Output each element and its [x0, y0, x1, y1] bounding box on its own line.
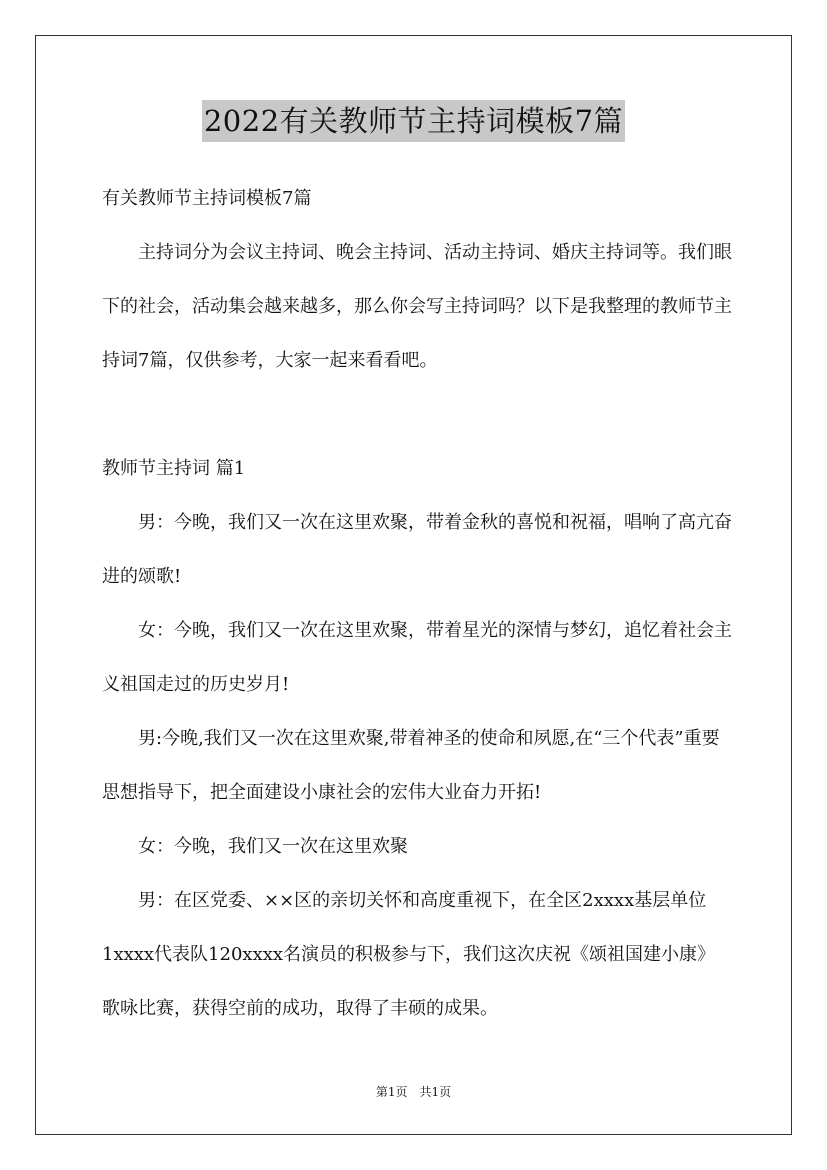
dialogue-paragraph: 男：在区党委、××区的亲切关怀和高度重视下，在全区2xxxx基层单位1xxxx代表队120xxxx名演员的积极参与下，我们这次庆祝《颂祖国建小康》歌咏比赛，获得空前的成功，取得了丰硕的成果。 [102, 890, 716, 1019]
document-title: 2022有关教师节主持词模板7篇 [202, 100, 625, 142]
document-body [102, 172, 732, 1036]
dialogue-paragraph: 女：今晚，我们又一次在这里欢聚，带着星光的深情与梦幻，追忆着社会主义祖国走过的历史岁月! [102, 620, 732, 695]
dialogue-paragraph: 男:今晚,我们又一次在这里欢聚,带着神圣的使命和夙愿,在“三个代表”重要思想指导下，把全面建设小康社会的宏伟大业奋力开拓! [102, 728, 720, 803]
page-footer: 第1页 共1页 [375, 1085, 452, 1099]
dialogue-paragraph: 男：今晚，我们又一次在这里欢聚，带着金秋的喜悦和祝福，唱响了高亢奋进的颂歌! [102, 512, 732, 587]
intro-paragraph: 主持词分为会议主持词、晚会主持词、活动主持词、婚庆主持词等。我们眼下的社会，活动集会越来越多，那么你会写主持词吗？以下是我整理的教师节主持词7篇，仅供参考，大家一起来看看吧。 [102, 242, 732, 371]
document-subtitle: 有关教师节主持词模板7篇 [102, 188, 312, 209]
title-container [0, 100, 827, 142]
section-heading: 教师节主持词 篇1 [102, 458, 246, 479]
dialogue-paragraph: 女：今晚，我们又一次在这里欢聚 [138, 836, 408, 857]
